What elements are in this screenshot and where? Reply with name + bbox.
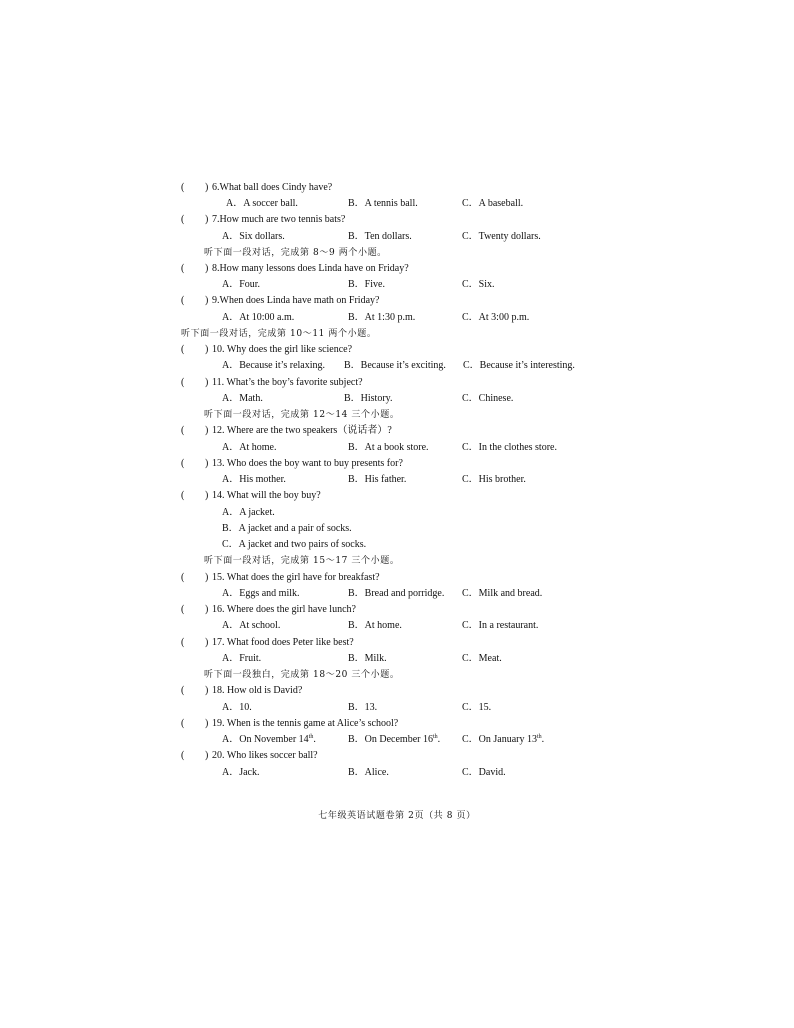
option-c[interactable]: C．Meat. <box>462 653 502 664</box>
option-b[interactable]: B．Five. <box>348 279 385 290</box>
answer-blank-open[interactable]: ( <box>181 458 185 469</box>
option-b[interactable]: B．Alice. <box>348 767 389 778</box>
answer-blank-open[interactable]: ( <box>181 263 185 274</box>
question-text: 16. Where does the girl have lunch? <box>212 604 356 615</box>
section-instruction: 听下面一段对话，完成第 15～17 三个小题。 <box>204 556 400 566</box>
answer-blank-open[interactable]: ( <box>181 637 185 648</box>
section-instruction: 听下面一段对话，完成第 8～9 两个小题。 <box>204 248 387 258</box>
option-b[interactable]: B．A tennis ball. <box>348 198 418 209</box>
option-c[interactable]: C．In the clothes store. <box>462 442 557 453</box>
option-c[interactable]: C．Twenty dollars. <box>462 231 541 242</box>
question-text: 11. What’s the boy’s favorite subject? <box>212 377 363 388</box>
answer-blank-close: ) <box>205 685 209 696</box>
question-text: 18. How old is David? <box>212 685 303 696</box>
option-c[interactable]: C．A baseball. <box>462 198 524 209</box>
answer-blank-close: ) <box>205 425 209 436</box>
question-text: 17. What food does Peter like best? <box>212 637 354 648</box>
answer-blank-close: ) <box>205 182 209 193</box>
question-text: 20. Who likes soccer ball? <box>212 750 318 761</box>
option-a[interactable]: A．His mother. <box>222 474 286 485</box>
answer-blank-open[interactable]: ( <box>181 718 185 729</box>
answer-blank-close: ) <box>205 572 209 583</box>
option-a[interactable]: A．A jacket. <box>222 507 275 518</box>
answer-blank-open[interactable]: ( <box>181 344 185 355</box>
option-a[interactable]: A．Four. <box>222 279 261 290</box>
question-text: 13. Who does the boy want to buy presents for? <box>212 458 403 469</box>
option-b[interactable]: B．At 1:30 p.m. <box>348 312 416 323</box>
answer-blank-open[interactable]: ( <box>181 295 185 306</box>
question-text: 15. What does the girl have for breakfast? <box>212 572 380 583</box>
section-instruction: 听下面一段对话，完成第 12～14 三个小题。 <box>204 410 400 420</box>
answer-blank-close: ) <box>205 344 209 355</box>
section-instruction: 听下面一段独白，完成第 18～20 三个小题。 <box>204 670 400 680</box>
section-instruction: 听下面一段对话，完成第 10～11 两个小题。 <box>181 329 377 339</box>
answer-blank-close: ) <box>205 295 209 306</box>
option-a[interactable]: A．Because it’s relaxing. <box>222 360 326 371</box>
option-b[interactable]: B．A jacket and a pair of socks. <box>222 523 352 534</box>
option-c[interactable]: C．In a restaurant. <box>462 620 539 631</box>
page-footer: 七年级英语试题卷第 2页（共 8 页） <box>318 811 476 821</box>
option-a[interactable]: A．Jack. <box>222 767 260 778</box>
option-b[interactable]: B．Bread and porridge. <box>348 588 445 599</box>
option-b[interactable]: B．On December 16th. <box>348 734 441 745</box>
option-a[interactable]: A．At school. <box>222 620 281 631</box>
answer-blank-open[interactable]: ( <box>181 685 185 696</box>
option-a[interactable]: A．On November 14th. <box>222 734 316 745</box>
answer-blank-close: ) <box>205 750 209 761</box>
answer-blank-open[interactable]: ( <box>181 604 185 615</box>
question-text: 14. What will the boy buy? <box>212 490 321 501</box>
option-c[interactable]: C．David. <box>462 767 506 778</box>
answer-blank-close: ) <box>205 214 209 225</box>
answer-blank-close: ) <box>205 637 209 648</box>
option-a[interactable]: A．Math. <box>222 393 263 404</box>
question-text: 7.How much are two tennis bats? <box>212 214 346 225</box>
option-b[interactable]: B．At a book store. <box>348 442 429 453</box>
answer-blank-close: ) <box>205 458 209 469</box>
question-text: 10. Why does the girl like science? <box>212 344 353 355</box>
question-text: 6.What ball does Cindy have? <box>212 182 333 193</box>
answer-blank-close: ) <box>205 718 209 729</box>
option-c[interactable]: C．A jacket and two pairs of socks. <box>222 539 367 550</box>
option-c[interactable]: C．Milk and bread. <box>462 588 543 599</box>
option-b[interactable]: B．Ten dollars. <box>348 231 412 242</box>
option-a[interactable]: A．A soccer ball. <box>226 198 298 209</box>
option-a[interactable]: A．Six dollars. <box>222 231 285 242</box>
answer-blank-open[interactable]: ( <box>181 214 185 225</box>
answer-blank-close: ) <box>205 263 209 274</box>
option-c[interactable]: C．His brother. <box>462 474 526 485</box>
option-b[interactable]: B．His father. <box>348 474 407 485</box>
option-b[interactable]: B．History. <box>344 393 393 404</box>
option-c[interactable]: C．At 3:00 p.m. <box>462 312 530 323</box>
option-b[interactable]: B．Because it’s exciting. <box>344 360 446 371</box>
answer-blank-close: ) <box>205 377 209 388</box>
answer-blank-open[interactable]: ( <box>181 750 185 761</box>
question-text: 19. When is the tennis game at Alice’s school? <box>212 718 399 729</box>
option-c[interactable]: C．Because it’s interesting. <box>463 360 575 371</box>
option-a[interactable]: A．Fruit. <box>222 653 262 664</box>
option-a[interactable]: A．10. <box>222 702 252 713</box>
question-text: 12. Where are the two speakers（说话者）? <box>212 425 392 436</box>
option-c[interactable]: C．15. <box>462 702 492 713</box>
option-c[interactable]: C．On January 13th. <box>462 734 545 745</box>
option-b[interactable]: B．At home. <box>348 620 402 631</box>
answer-blank-open[interactable]: ( <box>181 182 185 193</box>
answer-blank-open[interactable]: ( <box>181 425 185 436</box>
question-text: 8.How many lessons does Linda have on Friday? <box>212 263 409 274</box>
answer-blank-close: ) <box>205 604 209 615</box>
answer-blank-open[interactable]: ( <box>181 377 185 388</box>
option-b[interactable]: B．Milk. <box>348 653 387 664</box>
option-a[interactable]: A．Eggs and milk. <box>222 588 300 599</box>
answer-blank-close: ) <box>205 490 209 501</box>
option-c[interactable]: C．Chinese. <box>462 393 514 404</box>
question-text: 9.When does Linda have math on Friday? <box>212 295 380 306</box>
option-a[interactable]: A．At home. <box>222 442 277 453</box>
option-c[interactable]: C．Six. <box>462 279 495 290</box>
option-b[interactable]: B．13. <box>348 702 378 713</box>
answer-blank-open[interactable]: ( <box>181 490 185 501</box>
option-a[interactable]: A．At 10:00 a.m. <box>222 312 295 323</box>
answer-blank-open[interactable]: ( <box>181 572 185 583</box>
